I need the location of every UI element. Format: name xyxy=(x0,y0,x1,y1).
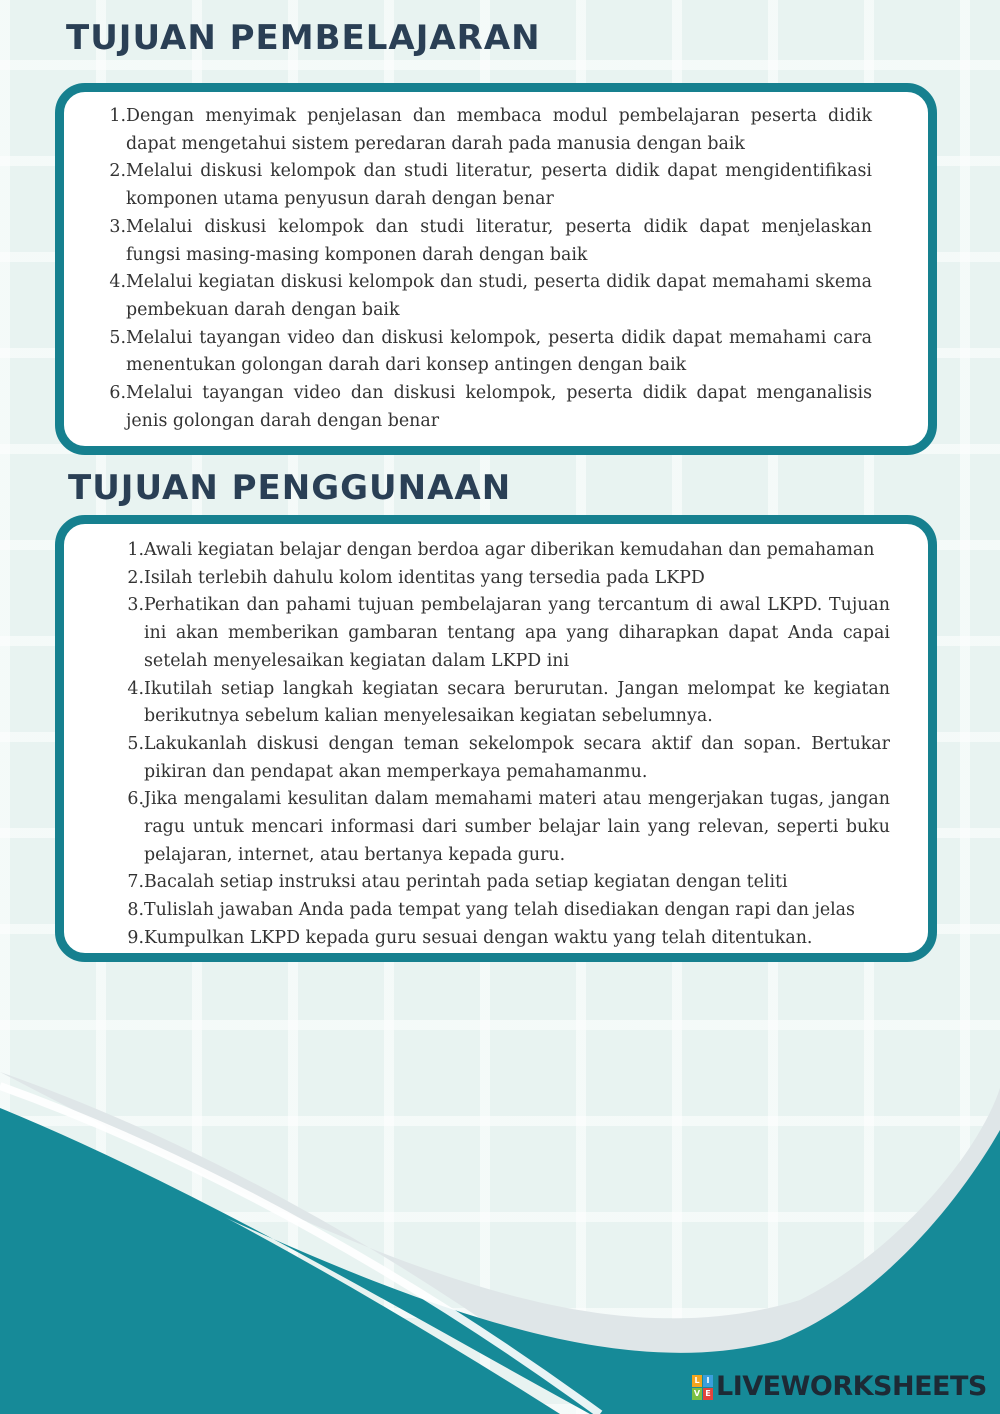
list-item xyxy=(102,158,872,213)
logo-tile-l: L xyxy=(692,1375,702,1387)
item-number: 1. xyxy=(127,540,144,560)
list-item xyxy=(102,103,872,158)
item-text: Dengan menyimak penjelasan dan membaca modul pembelajaran peserta didik dapat mengetahui sistem peredaran darah pada manusia dengan baik xyxy=(126,106,872,154)
list-item xyxy=(102,380,872,435)
list-item xyxy=(120,592,890,675)
list-item xyxy=(102,325,872,380)
learning-objectives-list xyxy=(102,103,872,435)
item-number: 3. xyxy=(109,216,126,237)
list-item xyxy=(120,731,890,786)
item-text: Isilah terlebih dahulu kolom identitas yang tersedia pada LKPD xyxy=(144,567,705,588)
item-number: 6. xyxy=(127,789,144,810)
item-number: 4. xyxy=(109,272,126,293)
learning-objectives-title: TUJUAN PEMBELAJARAN xyxy=(66,18,541,58)
list-item xyxy=(120,786,890,869)
item-number: 2. xyxy=(127,567,144,588)
list-item xyxy=(102,269,872,324)
item-text: Melalui kegiatan diskusi kelompok dan studi, peserta didik dapat memahami skema pembekuan darah dengan baik xyxy=(126,272,872,320)
item-number: 2. xyxy=(109,161,126,182)
usage-instructions-list xyxy=(120,537,890,953)
list-item xyxy=(120,925,890,953)
logo-tile-e: E xyxy=(703,1388,713,1400)
item-text: Melalui tayangan video dan diskusi kelompok, peserta didik dapat memahami cara menentukan golongan darah dari konsep antingen dengan baik xyxy=(126,327,872,376)
item-text: Perhatikan dan pahami tujuan pembelajaran yang tercantum di awal LKPD. Tujuan ini akan memberikan gambaran tentang apa yang diharapkan dapat Anda capai setelah menyelesaikan kegiatan dalam LKPD ini xyxy=(144,595,890,671)
item-text: Kumpulkan LKPD kepada guru sesuai dengan waktu yang telah ditentukan. xyxy=(144,927,813,948)
item-text: Awali kegiatan belajar dengan berdoa agar diberikan kemudahan dan pemahaman xyxy=(144,540,875,560)
item-text: Tulislah jawaban Anda pada tempat yang telah disediakan dengan rapi dan jelas xyxy=(144,900,855,921)
list-item xyxy=(120,537,890,565)
list-item xyxy=(102,214,872,269)
item-text: Bacalah setiap instruksi atau perintah pada setiap kegiatan dengan teliti xyxy=(144,872,788,893)
item-text: Melalui tayangan video dan diskusi kelompok, peserta didik dapat menganalisis jenis golongan darah dengan benar xyxy=(126,383,872,431)
item-number: 4. xyxy=(127,678,144,699)
item-text: Melalui diskusi kelompok dan studi literatur, peserta didik dapat menjelaskan fungsi masing-masing komponen darah dengan baik xyxy=(126,216,872,265)
usage-instructions-panel xyxy=(55,515,937,962)
item-number: 6. xyxy=(109,383,126,404)
liveworksheets-logo-icon xyxy=(692,1375,713,1400)
list-item xyxy=(120,897,890,925)
item-number: 5. xyxy=(109,327,126,348)
item-number: 1. xyxy=(109,106,126,126)
item-text: Melalui diskusi kelompok dan studi literatur, peserta didik dapat mengidentifikasi komponen utama penyusun darah dengan benar xyxy=(126,161,872,210)
item-number: 3. xyxy=(127,595,144,616)
list-item xyxy=(120,565,890,593)
liveworksheets-brand[interactable] xyxy=(692,1372,987,1402)
logo-tile-v: V xyxy=(693,1388,701,1398)
list-item xyxy=(120,676,890,731)
logo-tile-i: I xyxy=(703,1375,713,1387)
wave-left-fill xyxy=(0,1108,560,1414)
item-text: Lakukanlah diskusi dengan teman sekelompok secara aktif dan sopan. Bertukar pikiran dan pendapat akan memperkaya pemahamanmu. xyxy=(144,733,890,782)
item-number: 7. xyxy=(127,872,144,893)
item-number: 5. xyxy=(127,733,144,754)
item-number: 8. xyxy=(127,900,144,921)
brand-name: LIVEWORKSHEETS xyxy=(716,1371,987,1402)
item-text: Ikutilah setiap langkah kegiatan secara berurutan. Jangan melompat ke kegiatan berikutnya sebelum kalian menyelesaikan kegiatan sebelumnya. xyxy=(144,678,890,727)
learning-objectives-panel xyxy=(55,83,937,455)
item-number: 9. xyxy=(127,927,144,948)
item-text: Jika mengalami kesulitan dalam memahami materi atau mengerjakan tugas, jangan ragu untuk mencari informasi dari sumber belajar lain yang relevan, seperti buku pelajaran, internet, atau bertanya kepada guru. xyxy=(144,789,890,865)
usage-instructions-title: TUJUAN PENGGUNAAN xyxy=(68,468,512,508)
list-item xyxy=(120,869,890,897)
